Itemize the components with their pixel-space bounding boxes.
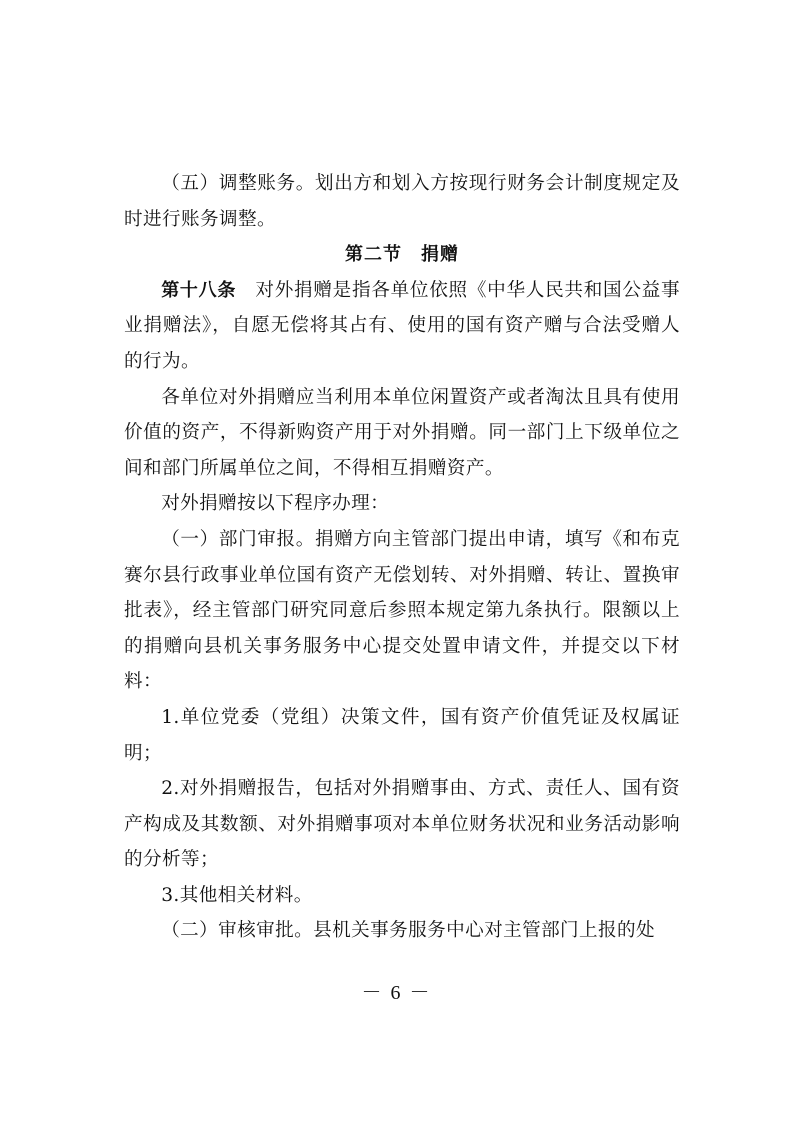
paragraph-procedure-intro: 对外捐赠按以下程序办理： <box>161 493 390 515</box>
article-18 <box>124 273 680 380</box>
paragraph-donation-assets: 各单位对外捐赠应当利用本单位闲置资产或者淘汰且具有使用价值的资产，不得新购资产用于对外捐赠。同一部门上下级单位之间和部门所属单位之间，不得相互捐赠资产。 <box>124 386 680 479</box>
document-body <box>124 166 680 949</box>
paragraph-account-adjustment: （五）调整账务。划出方和划入方按现行财务会计制度规定及时进行账务调整。 <box>124 173 680 230</box>
paragraph-review-approval: （二）审核审批。县机关事务服务中心对主管部门上报的处 <box>161 920 656 942</box>
article-18-text: 对外捐赠是指各单位依照《中华人民共和国公益事业捐赠法》，自愿无偿将其占有、使用的国有资产赠与合法受赠人的行为。 <box>124 279 680 372</box>
page-number: － 6 － <box>361 982 432 1004</box>
list-item-3: 3.其他相关材料。 <box>161 884 313 906</box>
article-18-label: 第十八条 <box>161 279 237 301</box>
list-item-1: 1.单位党委（党组）决策文件，国有资产价值凭证及权属证明； <box>124 706 680 764</box>
list-item-2: 2.对外捐赠报告，包括对外捐赠事由、方式、责任人、国有资产构成及其数额、对外捐赠事项对本单位财务状况和业务活动影响的分析等； <box>124 778 680 871</box>
section-heading: 第二节 捐赠 <box>345 244 459 266</box>
paragraph-department-report: （一）部门审报。捐赠方向主管部门提出申请，填写《和布克赛尔县行政事业单位国有资产无偿划转、对外捐赠、转让、置换审批表》，经主管部门研究同意后参照本规定第九条执行。限额以上的捐赠向县机关事务服务中心提交处置申请文件，并提交以下材料： <box>124 528 680 693</box>
